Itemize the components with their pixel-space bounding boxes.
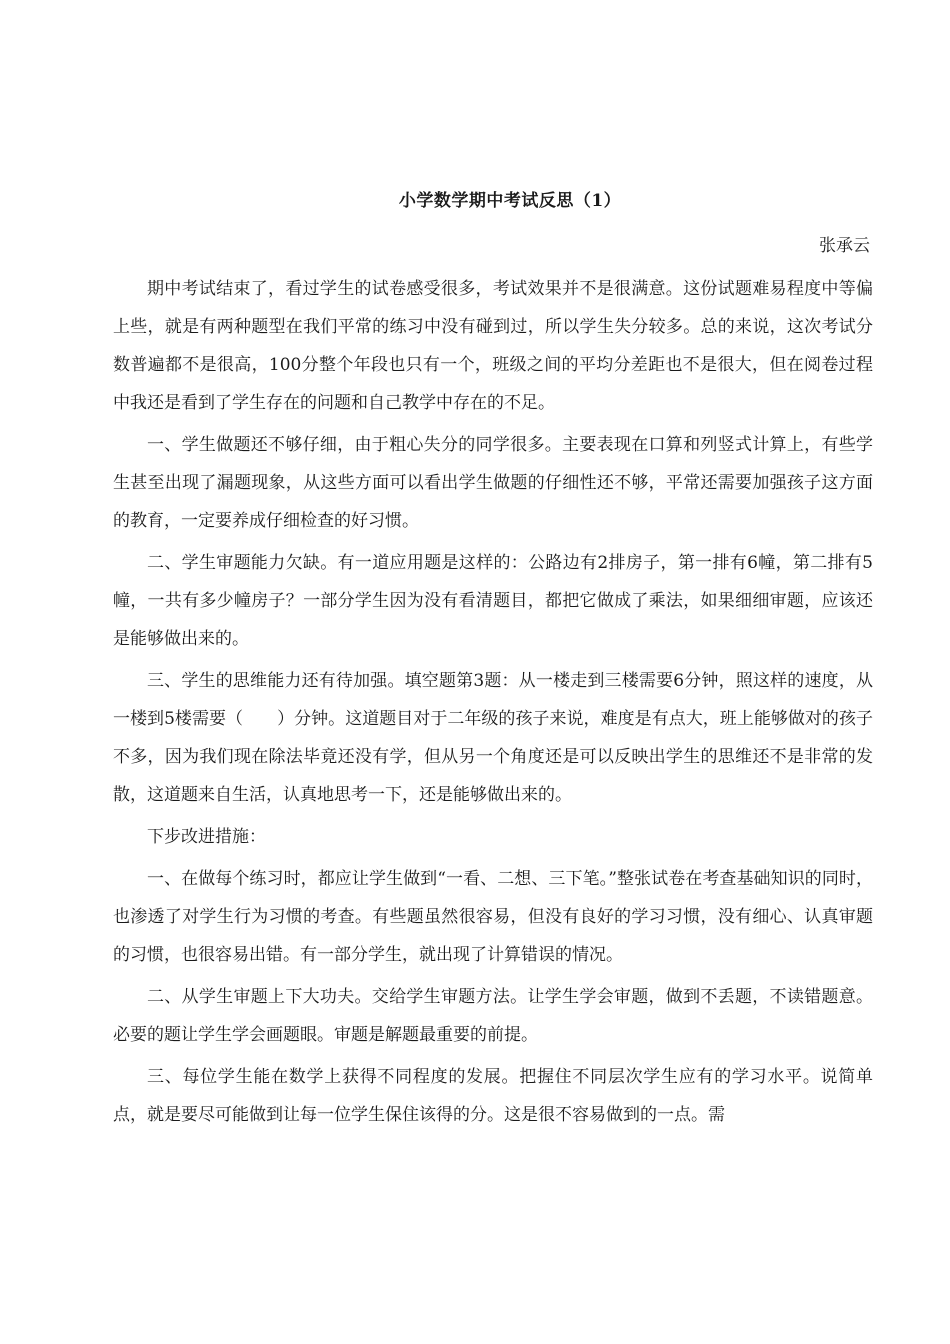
author-name: 张承云 bbox=[819, 236, 870, 256]
paragraph-problem-2: 二、学生审题能力欠缺。有一道应用题是这样的：公路边有2排房子，第一排有6幢，第二排有5幢，一共有多少幢房子？一部分学生因为没有看清题目，都把它做成了乘法，如果细细审题，应该还是能够做出来的。 bbox=[113, 553, 873, 649]
document-body bbox=[113, 270, 873, 1138]
paragraph-measure-1: 一、在做每个练习时，都应让学生做到“一看、二想、三下笔。”整张试卷在考查基础知识的同时，也渗透了对学生行为习惯的考查。有些题虽然很容易，但没有良好的学习习惯，没有细心、认真审题的习惯，也很容易出错。有一部分学生，就出现了计算错误的情况。 bbox=[113, 869, 873, 965]
document-title: 小学数学期中考试反思（1） bbox=[398, 191, 622, 211]
paragraph-measure-3: 三、每位学生能在数学上获得不同程度的发展。把握住不同层次学生应有的学习水平。说简单点，就是要尽可能做到让每一位学生保住该得的分。这是很不容易做到的一点。需 bbox=[113, 1067, 873, 1125]
paragraph-intro: 期中考试结束了，看过学生的试卷感受很多，考试效果并不是很满意。这份试题难易程度中等偏上些，就是有两种题型在我们平常的练习中没有碰到过，所以学生失分较多。总的来说，这次考试分数普遍都不是很高，100分整个年段也只有一个，班级之间的平均分差距也不是很大，但在阅卷过程中我还是看到了学生存在的问题和自己教学中存在的不足。 bbox=[113, 279, 873, 413]
paragraph-problem-3: 三、学生的思维能力还有待加强。填空题第3题：从一楼走到三楼需要6分钟，照这样的速度，从一楼到5楼需要（ ）分钟。这道题目对于二年级的孩子来说，难度是有点大，班上能够做对的孩子不多，因为我们现在除法毕竟还没有学，但从另一个角度还是可以反映出学生的思维还不是非常的发散，这道题来自生活，认真地思考一下，还是能够做出来的。 bbox=[113, 671, 873, 805]
paragraph-measures-heading: 下步改进措施： bbox=[147, 827, 266, 847]
paragraph-measure-2: 二、从学生审题上下大功夫。交给学生审题方法。让学生学会审题，做到不丢题，不读错题意。必要的题让学生学会画题眼。审题是解题最重要的前提。 bbox=[113, 987, 873, 1045]
paragraph-problem-1: 一、学生做题还不够仔细，由于粗心失分的同学很多。主要表现在口算和列竖式计算上，有些学生甚至出现了漏题现象，从这些方面可以看出学生做题的仔细性还不够，平常还需要加强孩子这方面的教育，一定要养成仔细检查的好习惯。 bbox=[113, 435, 873, 531]
